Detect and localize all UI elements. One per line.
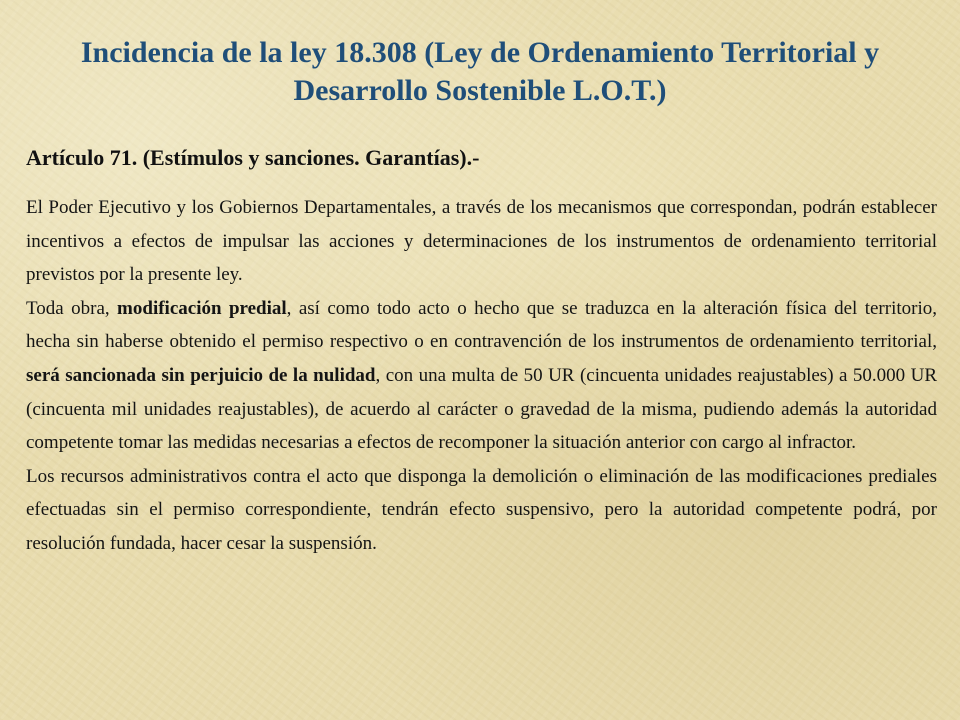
sanctions-text-3: , con una multa de 50 UR (cincuenta unidades reajustables) a 50.000 UR (cincuenta mil unidades reajustables), de acuerdo al carácter o gravedad de la misma, pudiendo además la autoridad competente tomar las medidas necesarias a efectos de recomponer la situación anterior con cargo al infractor. [26,364,937,454]
slide-title-line-2: Desarrollo Sostenible L.O.T.) [293,74,667,107]
sanctions-emphasis-nulidad: será sancionada sin perjuicio de la nulidad [26,364,376,386]
sanctions-text-1: Toda obra, [26,297,118,319]
article-heading: Artículo 71. (Estímulos y sanciones. Garantías).- [26,145,480,170]
paragraph-incentives: El Poder Ejecutivo y los Gobiernos Departamentales, a través de los mecanismos que correspondan, podrán establecer incentivos a efectos de impulsar las acciones y determinaciones de los instrumentos de ordenamiento territorial previstos por la presente ley. [26,197,937,286]
paragraph-sanctions [26,292,937,460]
sanctions-text-2: , así como todo acto o hecho que se traduzca en la alteración física del territorio, hecha sin haberse obtenido el permiso respectivo o en contravención de los instrumentos de ordenamiento territorial, [26,297,937,353]
sanctions-emphasis-modificacion: modificación predial [117,297,287,319]
paragraph-appeals: Los recursos administrativos contra el acto que disponga la demolición o eliminación de las modificaciones prediales efectuadas sin el permiso correspondiente, tendrán efecto suspensivo, pero la autoridad competente podrá, por resolución fundada, hacer cesar la suspensión. [26,465,937,554]
slide-title [40,34,920,110]
slide-title-line-1: Incidencia de la ley 18.308 (Ley de Ordenamiento Territorial y [80,36,880,69]
article-body [26,191,937,561]
